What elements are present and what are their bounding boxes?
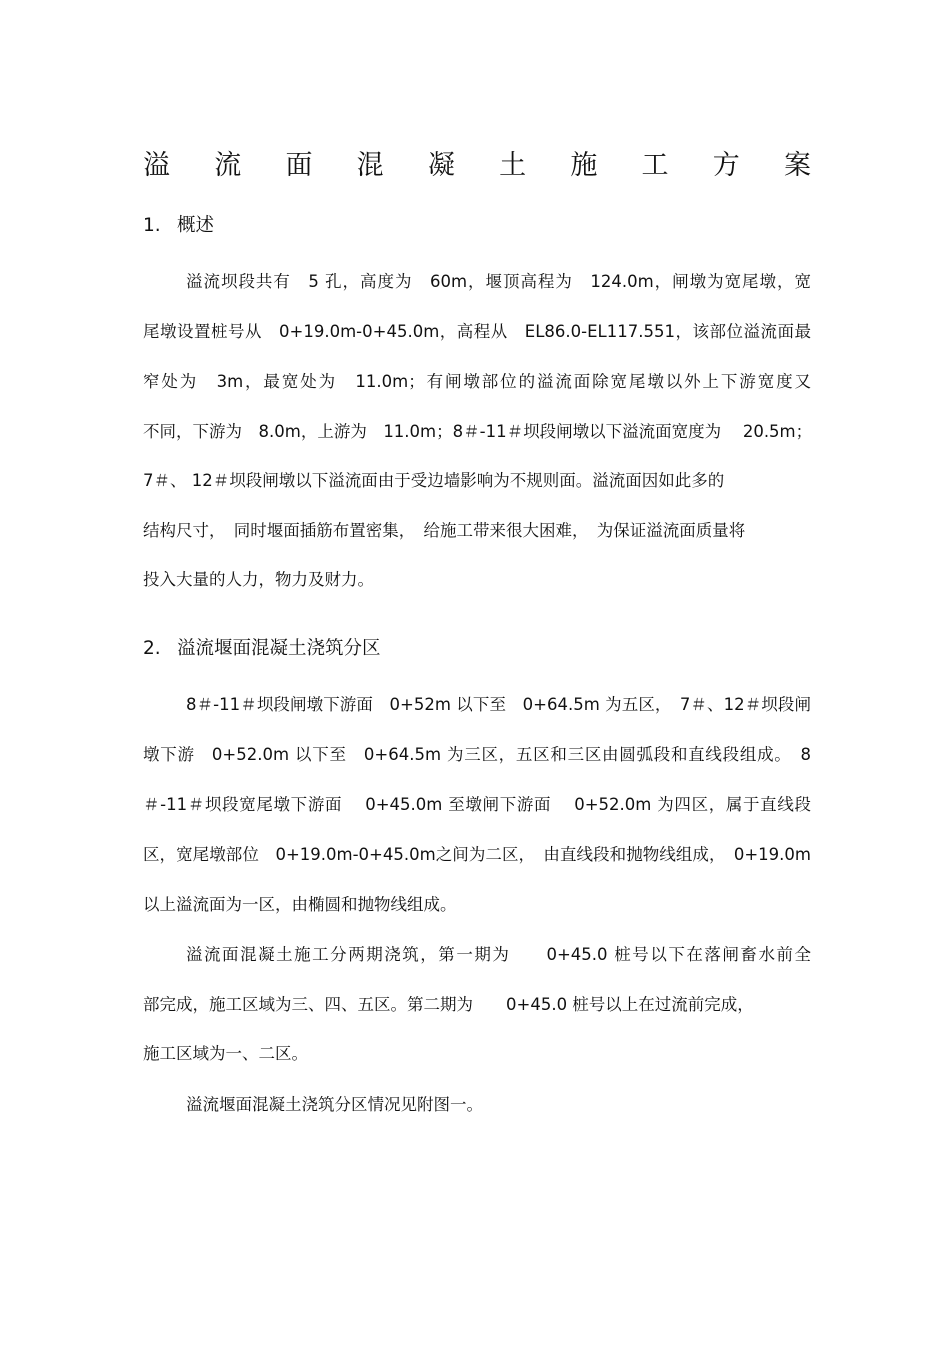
document-title — [143, 140, 811, 184]
title-char: 面 — [285, 149, 313, 181]
paragraph-line: 墩下游 0+52.0m 以下至 0+64.5m 为三区，五区和三区由圆弧段和直线段组成。 8 — [143, 745, 811, 764]
section-2-title: 溢流堰面混凝土浇筑分区 — [177, 638, 381, 659]
section-1-number: 1. — [143, 215, 161, 236]
section-1-title: 概述 — [177, 215, 215, 236]
paragraph-line: 窄处为 3m，最宽处为 11.0m；有闸墩部位的溢流面除宽尾墩以外上下游宽度又 — [143, 372, 811, 391]
title-char: 方 — [712, 149, 740, 181]
paragraph-line: 以上溢流面为一区，由椭圆和抛物线组成。 — [143, 895, 457, 914]
paragraph-line: 溢流面混凝土施工分两期浇筑，第一期为 0+45.0 桩号以下在落闸畜水前全 — [186, 945, 811, 964]
title-char: 流 — [214, 149, 242, 181]
paragraph-line: 投入大量的人力，物力及财力。 — [143, 570, 374, 589]
paragraph-line: ＃-11＃坝段宽尾墩下游面 0+45.0m 至墩闸下游面 0+52.0m 为四区，属于直线段 — [143, 795, 811, 814]
section-1-heading — [143, 211, 214, 237]
title-char: 土 — [499, 149, 527, 181]
paragraph-line: 8＃-11＃坝段闸墩下游面 0+52m 以下至 0+64.5m 为五区， 7＃、12＃坝段闸 — [186, 695, 811, 714]
paragraph-line: 溢流堰面混凝土浇筑分区情况见附图一。 — [186, 1095, 483, 1114]
paragraph-line: 不同，下游为 8.0m，上游为 11.0m；8＃-11＃坝段闸墩以下溢流面宽度为 20.5m； — [143, 422, 813, 441]
paragraph-line: 结构尺寸， 同时堰面插筋布置密集， 给施工带来很大困难， 为保证溢流面质量将 — [143, 521, 746, 540]
section-2-number: 2. — [143, 638, 161, 659]
title-char: 案 — [783, 149, 811, 181]
paragraph-line: 7＃、 12＃坝段闸墩以下溢流面由于受边墙影响为不规则面。溢流面因如此多的 — [143, 471, 725, 490]
title-char: 凝 — [427, 149, 455, 181]
paragraph-line: 区，宽尾墩部位 0+19.0m-0+45.0m之间为二区， 由直线段和抛物线组成， 0+19.0m — [143, 845, 811, 864]
title-char: 工 — [641, 149, 669, 181]
paragraph-line: 部完成，施工区域为三、四、五区。第二期为 0+45.0 桩号以上在过流前完成， — [143, 995, 754, 1014]
paragraph-line: 施工区域为一、二区。 — [143, 1044, 308, 1063]
section-2-heading — [143, 634, 381, 660]
title-char: 溢 — [143, 149, 170, 181]
title-char: 施 — [570, 149, 598, 181]
title-char: 混 — [356, 149, 384, 181]
paragraph-line: 溢流坝段共有 5 孔，高度为 60m，堰顶高程为 124.0m，闸墩为宽尾墩，宽 — [186, 272, 811, 291]
paragraph-line: 尾墩设置桩号从 0+19.0m-0+45.0m，高程从 EL86.0-EL117.551，该部位溢流面最 — [143, 322, 811, 341]
